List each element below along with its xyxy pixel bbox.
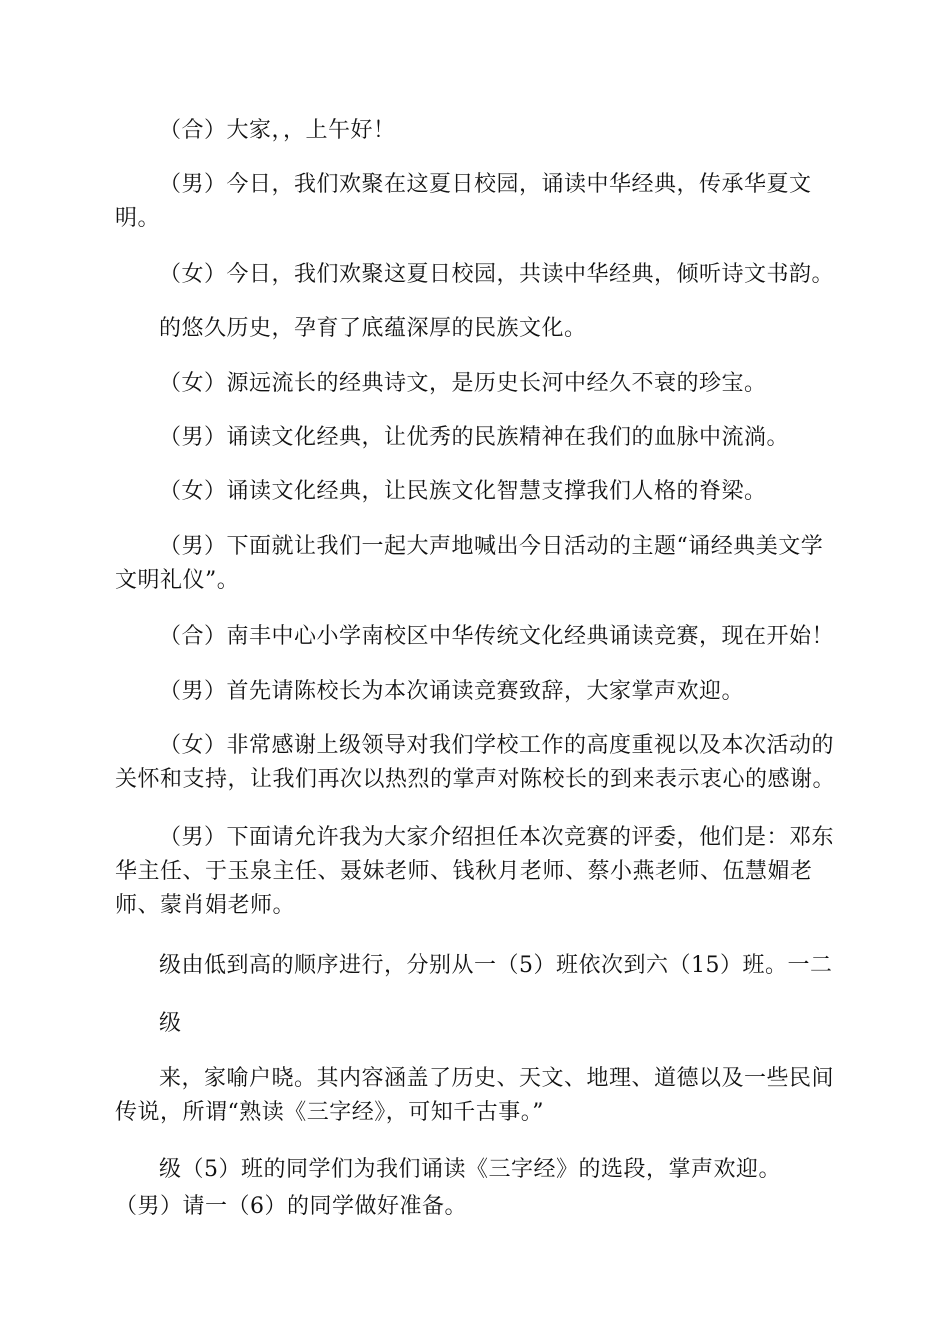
paragraph-3: （女）今日，我们欢聚这夏日校园，共读中华经典，倾听诗文书韵。 bbox=[159, 262, 835, 287]
paragraph-10: （男）首先请陈校长为本次诵读竞赛致辞，大家掌声欢迎。 bbox=[159, 679, 745, 704]
paragraph-2: （男）今日，我们欢聚在这夏日校园，诵读中华经典，传承华夏文明。 bbox=[115, 172, 812, 231]
paragraph-12: （男）下面请允许我为大家介绍担任本次竞赛的评委，他们是：邓东华主任、于玉泉主任、聂妹老师、钱秋月老师、蔡小燕老师、伍慧媚老师、蒙肖娟老师。 bbox=[115, 825, 835, 918]
paragraph-8: （男）下面就让我们一起大声地喊出今日活动的主题“诵经典美文学文明礼仪”。 bbox=[115, 534, 824, 593]
paragraph-9: （合）南丰中心小学南校区中华传统文化经典诵读竞赛，现在开始！ bbox=[159, 624, 835, 649]
paragraph-4: 的悠久历史，孕育了底蕴深厚的民族文化。 bbox=[159, 316, 587, 341]
paragraph-17: （男）请一（6）的同学做好准备。 bbox=[115, 1194, 467, 1219]
paragraph-16: 级（5）班的同学们为我们诵读《三字经》的选段，掌声欢迎。 bbox=[159, 1157, 781, 1182]
paragraph-13: 级由低到高的顺序进行，分别从一（5）班依次到六（15）班。一二 bbox=[159, 953, 833, 978]
paragraph-11: （女）非常感谢上级领导对我们学校工作的高度重视以及本次活动的关怀和支持，让我们再次以热烈的掌声对陈校长的到来表示衷心的感谢。 bbox=[115, 733, 836, 792]
paragraph-5: （女）源远流长的经典诗文，是历史长河中经久不衰的珍宝。 bbox=[159, 371, 767, 396]
paragraph-15: 来，家喻户晓。其内容涵盖了历史、天文、地理、道德以及一些民间传说，所谓“熟读《三字经》，可知千古事。” bbox=[115, 1066, 835, 1125]
paragraph-6: （男）诵读文化经典，让优秀的民族精神在我们的血脉中流淌。 bbox=[159, 425, 790, 450]
paragraph-14: 级 bbox=[159, 1011, 182, 1036]
paragraph-1: （合）大家，，上午好！ bbox=[159, 118, 396, 143]
paragraph-7: （女）诵读文化经典，让民族文化智慧支撑我们人格的脊梁。 bbox=[159, 479, 767, 504]
